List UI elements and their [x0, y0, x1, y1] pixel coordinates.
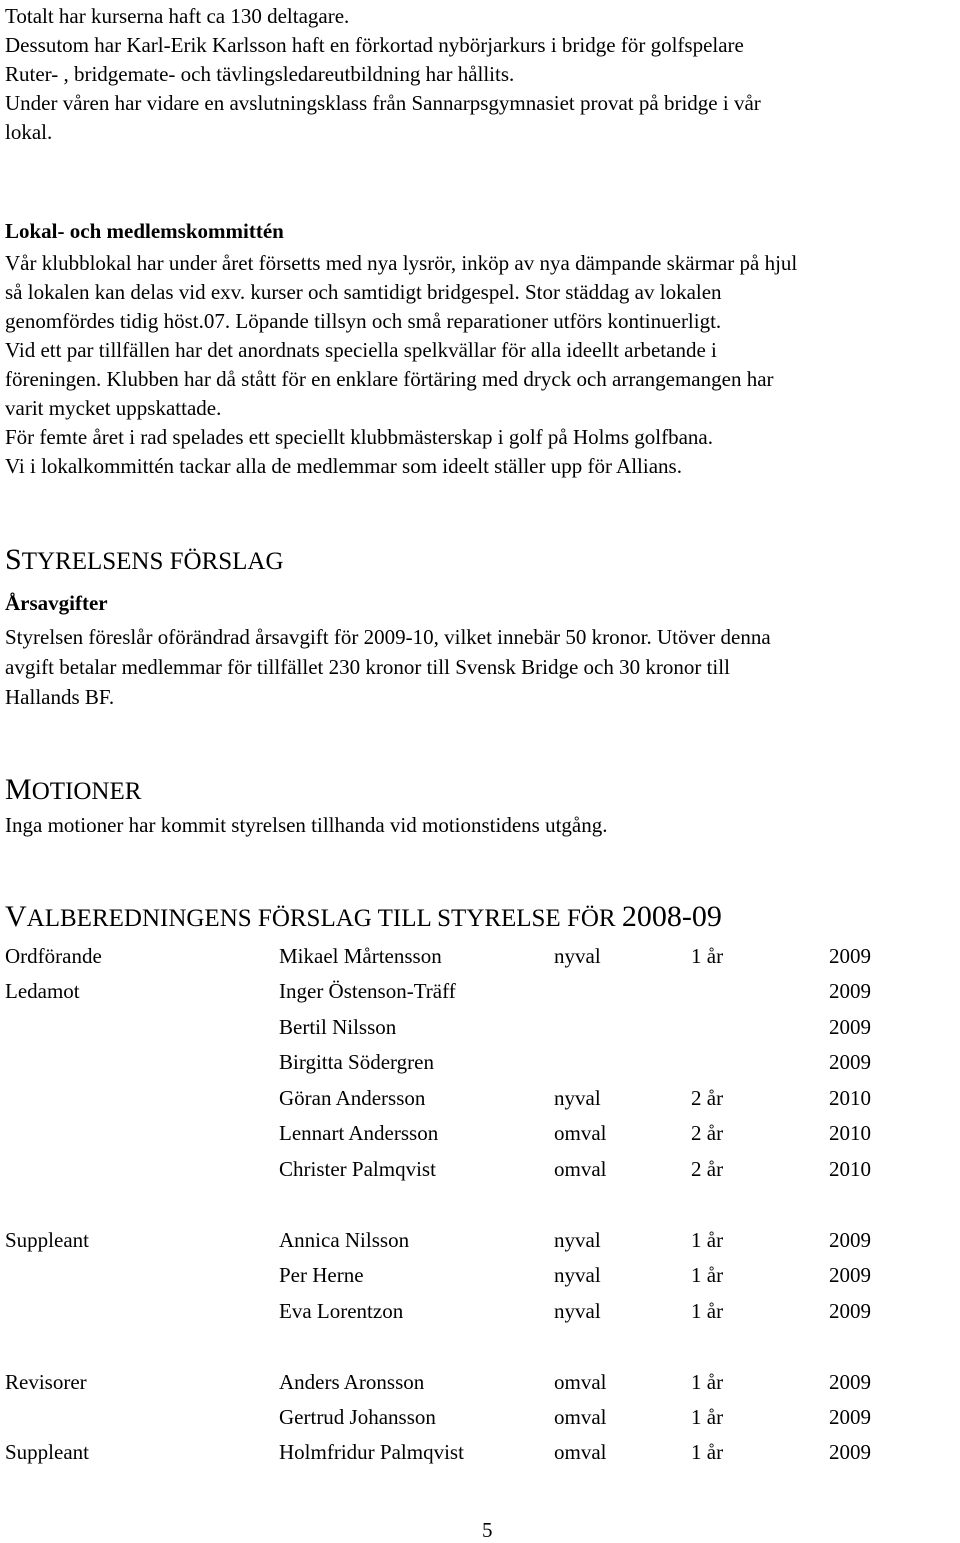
intro-line: Under våren har vidare en avslutningsklass från Sannarpsgymnasiet provat på bridge i vår: [5, 91, 761, 115]
year-cell: 2009: [829, 1050, 871, 1074]
lokal-line: varit mycket uppskattade.: [5, 396, 222, 420]
table-row: [5, 979, 905, 1009]
year-cell: 2009: [829, 1228, 871, 1252]
role-cell: Suppleant: [5, 1440, 89, 1464]
year-cell: 2009: [829, 1440, 871, 1464]
arsavgifter-body: [5, 622, 955, 712]
term-cell: 1 år: [691, 1299, 724, 1323]
arsavgifter-line: Styrelsen föreslår oförändrad årsavgift för 2009-10, vilket innebär 50 kronor. Utöver denna: [5, 625, 771, 649]
term-cell: 1 år: [691, 1228, 724, 1252]
table-row: [5, 1157, 905, 1187]
name-cell: Lennart Andersson: [279, 1121, 439, 1145]
year-cell: 2009: [829, 944, 871, 968]
intro-line: Dessutom har Karl-Erik Karlsson haft en förkortad nybörjarkurs i bridge för golfspelare: [5, 33, 744, 57]
role-cell: Ordförande: [5, 944, 102, 968]
heading-initial: M: [5, 773, 32, 806]
name-cell: Bertil Nilsson: [279, 1015, 397, 1039]
election-type-cell: omval: [554, 1440, 607, 1464]
term-cell: 1 år: [691, 1370, 724, 1394]
year-cell: 2009: [829, 1370, 871, 1394]
year-cell: 2010: [829, 1157, 871, 1181]
arsavgifter-title: Årsavgifter: [5, 591, 108, 615]
lokal-line: För femte året i rad spelades ett speciellt klubbmästerskap i golf på Holms golfbana.: [5, 425, 713, 449]
styrelse-heading: [5, 542, 284, 580]
intro-line: Totalt har kurserna haft ca 130 deltagare.: [5, 4, 350, 28]
name-cell: Holmfridur Palmqvist: [279, 1440, 464, 1464]
year-cell: 2009: [829, 1015, 871, 1039]
motioner-text: Inga motioner har kommit styrelsen tillhanda vid motionstidens utgång.: [5, 813, 608, 837]
term-cell: 1 år: [691, 944, 724, 968]
heading-initial: V: [5, 900, 27, 933]
name-cell: Birgitta Södergren: [279, 1050, 434, 1074]
term-cell: 1 år: [691, 1263, 724, 1287]
name-cell: Gertrud Johansson: [279, 1405, 436, 1429]
lokal-section-title: Lokal- och medlemskommittén: [5, 219, 284, 243]
heading-initial: S: [5, 543, 22, 576]
role-cell: Ledamot: [5, 979, 80, 1003]
election-type-cell: omval: [554, 1157, 607, 1181]
term-cell: 1 år: [691, 1440, 724, 1464]
heading-rest: OTIONER: [31, 778, 142, 805]
intro-line: Ruter- , bridgemate- och tävlingsledareutbildning har hållits.: [5, 62, 515, 86]
table-row: [5, 1086, 905, 1116]
arsavgifter-line: Hallands BF.: [5, 685, 115, 709]
name-cell: Annica Nilsson: [279, 1228, 410, 1252]
heading-year: 2008-09: [621, 900, 722, 933]
lokal-line: Vid ett par tillfällen har det anordnats speciella spelkvällar för alla ideellt arbetande i: [5, 338, 717, 362]
lokal-line: så lokalen kan delas vid exv. kurser och samtidigt bridgespel. Stor städdag av lokalen: [5, 280, 722, 304]
table-row: [5, 1263, 905, 1293]
table-row: [5, 1370, 905, 1400]
name-cell: Per Herne: [279, 1263, 364, 1287]
page-number: 5: [482, 1518, 493, 1542]
table-row: [5, 1405, 905, 1435]
valberedning-heading: [5, 899, 722, 937]
table-row: [5, 1015, 905, 1045]
election-type-cell: omval: [554, 1405, 607, 1429]
name-cell: Göran Andersson: [279, 1086, 426, 1110]
name-cell: Anders Aronsson: [279, 1370, 425, 1394]
election-type-cell: nyval: [554, 1299, 601, 1323]
intro-line: lokal.: [5, 120, 53, 144]
election-type-cell: nyval: [554, 1263, 601, 1287]
year-cell: 2009: [829, 1299, 871, 1323]
term-cell: 1 år: [691, 1405, 724, 1429]
heading-rest: TYRELSENS FÖRSLAG: [21, 548, 284, 575]
role-cell: Revisorer: [5, 1370, 87, 1394]
name-cell: Inger Östenson-Träff: [279, 979, 456, 1003]
year-cell: 2009: [829, 1263, 871, 1287]
lokal-line: Vår klubblokal har under året försetts med nya lysrör, inköp av nya dämpande skärmar på hjul: [5, 251, 798, 275]
year-cell: 2010: [829, 1121, 871, 1145]
table-row: [5, 1228, 905, 1258]
table-row: [5, 1440, 905, 1470]
name-cell: Christer Palmqvist: [279, 1157, 436, 1181]
year-cell: 2009: [829, 1405, 871, 1429]
lokal-section-body: [5, 249, 960, 481]
name-cell: Eva Lorentzon: [279, 1299, 404, 1323]
arsavgifter-line: avgift betalar medlemmar för tillfället 230 kronor till Svensk Bridge och 30 kronor till: [5, 655, 730, 679]
term-cell: 2 år: [691, 1157, 724, 1181]
name-cell: Mikael Mårtensson: [279, 944, 442, 968]
role-cell: Suppleant: [5, 1228, 89, 1252]
lokal-line: Vi i lokalkommittén tackar alla de medlemmar som ideelt ställer upp för Allians.: [5, 454, 682, 478]
motioner-heading: [5, 772, 141, 810]
lokal-line: genomfördes tidig höst.07. Löpande tillsyn och små reparationer utförs kontinuerligt.: [5, 309, 722, 333]
election-type-cell: nyval: [554, 1086, 601, 1110]
table-row: [5, 1299, 905, 1329]
term-cell: 2 år: [691, 1086, 724, 1110]
term-cell: 2 år: [691, 1121, 724, 1145]
election-type-cell: omval: [554, 1121, 607, 1145]
heading-rest: ALBEREDNINGENS FÖRSLAG TILL STYRELSE FÖR: [26, 905, 622, 932]
table-row: [5, 1121, 905, 1151]
year-cell: 2009: [829, 979, 871, 1003]
lokal-line: föreningen. Klubben har då stått för en enklare förtäring med dryck och arrangemangen har: [5, 367, 774, 391]
intro-paragraph: [5, 2, 955, 147]
table-row: [5, 944, 905, 974]
election-type-cell: nyval: [554, 944, 601, 968]
year-cell: 2010: [829, 1086, 871, 1110]
election-type-cell: nyval: [554, 1228, 601, 1252]
election-type-cell: omval: [554, 1370, 607, 1394]
table-row: [5, 1050, 905, 1080]
